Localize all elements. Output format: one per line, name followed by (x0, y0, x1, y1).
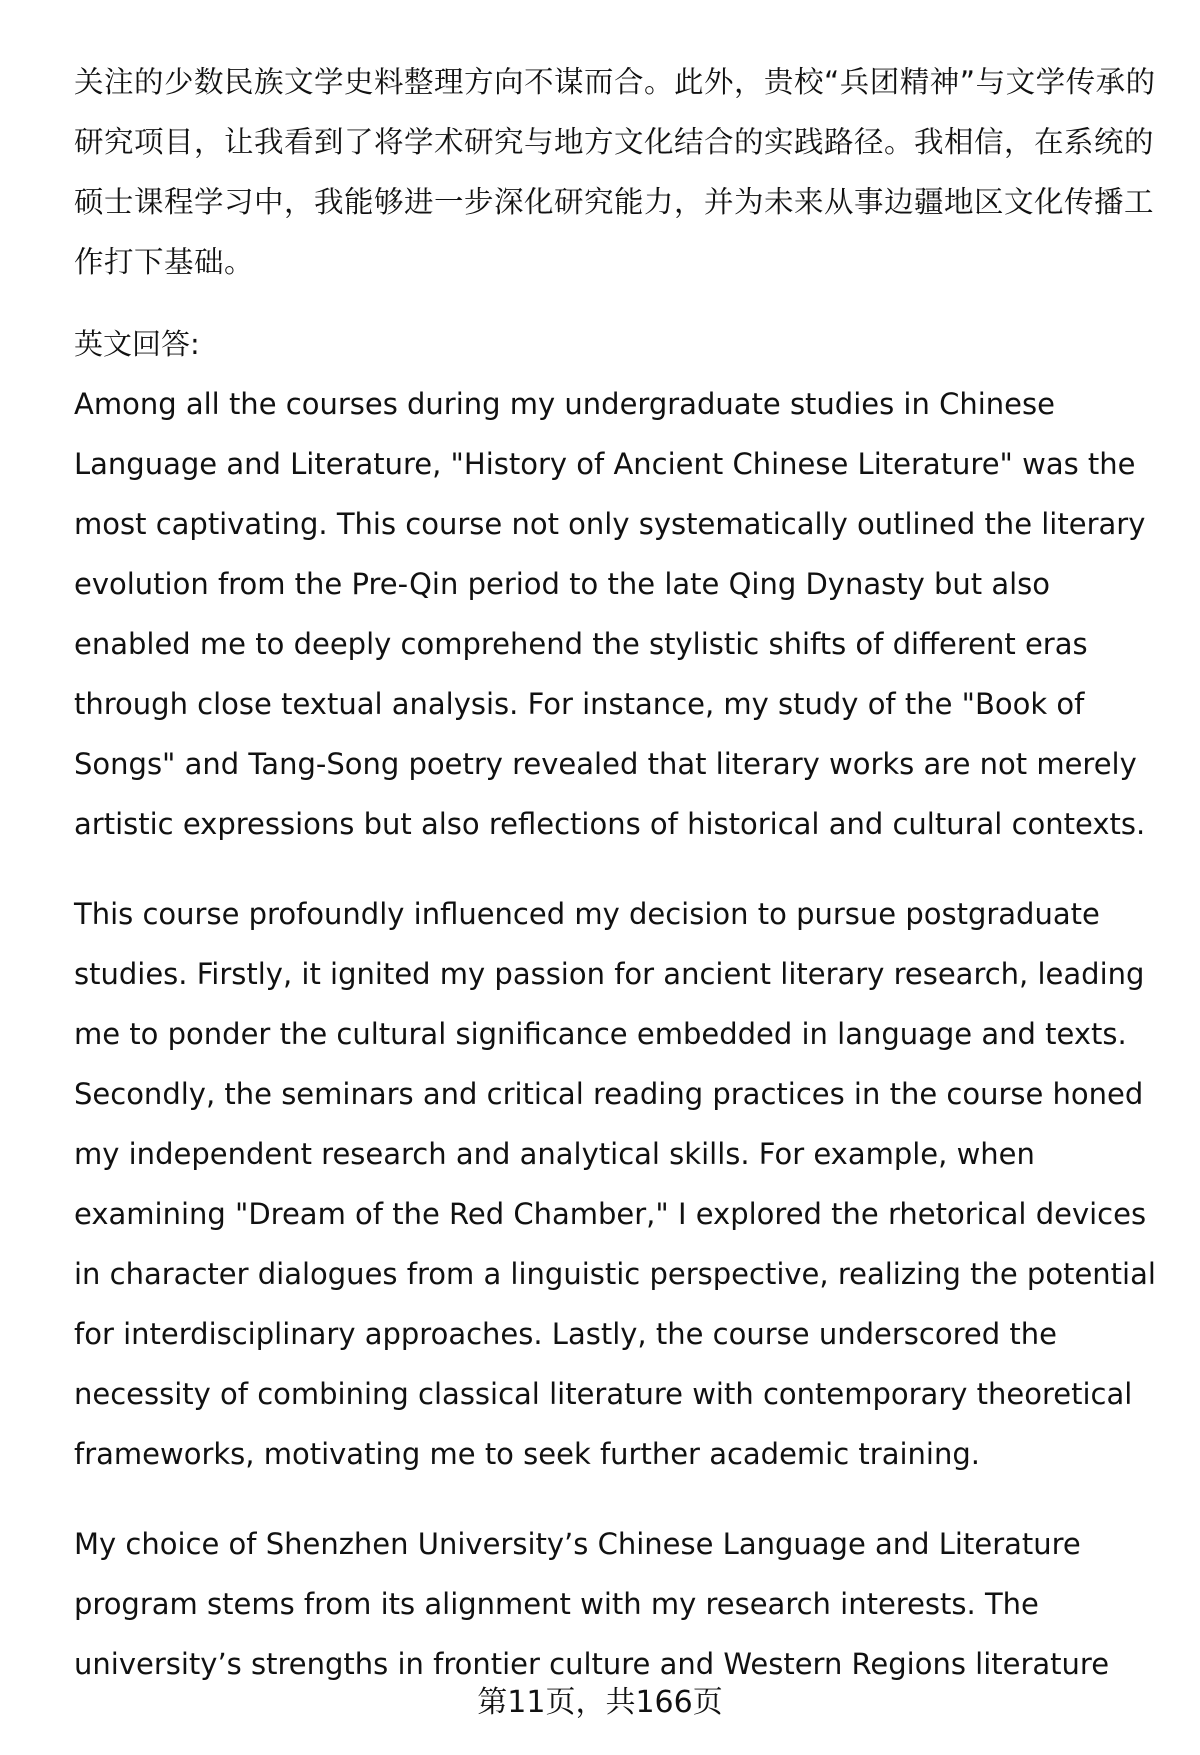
english-paragraph-3: My choice of Shenzhen University’s Chinese Language and Literature program stems from its alignment with my research interests. The university’s strengths in frontier culture and Western Regions literature (74, 1527, 1110, 1681)
english-answer-label: 英文回答: (74, 327, 200, 361)
english-paragraph-1: Among all the courses during my undergraduate studies in Chinese Language and Literature, "History of Ancient Chinese Literature" was the most captivating. This course not only systematically outlined the literary evolution from the Pre-Qin period to the late Qing Dynasty but also enabled me to deeply comprehend the stylistic shifts of different eras through close textual analysis. For instance, my study of the "Book of Songs" and Tang-Song poetry revealed that literary works are not merely artistic expressions but also reflections of historical and cultural contexts. (74, 387, 1146, 841)
page-number-footer: 第11页，共166页 (477, 1685, 723, 1720)
english-paragraph-2: This course profoundly influenced my decision to pursue postgraduate studies. Firstly, it ignited my passion for ancient literary research, leading me to ponder the cultural significance embedded in language and texts. Secondly, the seminars and critical reading practices in the course honed my independent research and analytical skills. For example, when examining "Dream of the Red Chamber," I explored the rhetorical devices in character dialogues from a linguistic perspective, realizing the potential for interdisciplinary approaches. Lastly, the course underscored the necessity of combining classical literature with contemporary theoretical frameworks, motivating me to seek further academic training. (74, 897, 1156, 1471)
document-page (74, 52, 1166, 1702)
chinese-paragraph: 关注的少数民族文学史料整理方向不谋而合。此外，贵校“兵团精神”与文学传承的研究项目，让我看到了将学术研究与地方文化结合的实践路径。我相信，在系统的硕士课程学习中，我能够进一步深化研究能力，并为未来从事边疆地区文化传播工作打下基础。 (74, 65, 1156, 279)
